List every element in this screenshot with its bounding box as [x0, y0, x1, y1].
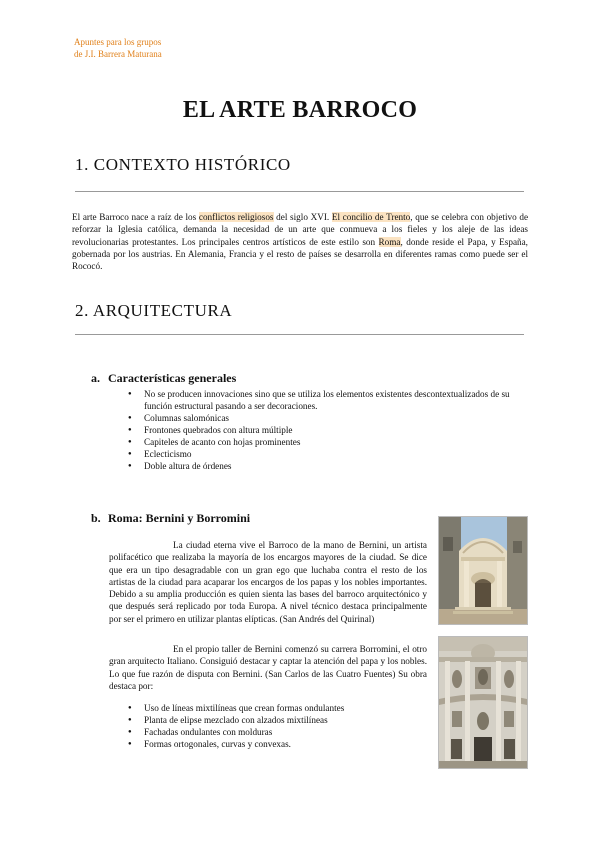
highlight-conflictos: conflictos religiosos: [198, 212, 274, 222]
text-run: , donde reside el Papa, y España, gobernada por los austrias. En Alemania, Francia y el resto de países se desarrolla en diferentes ramas como puede ser el Rococó.: [72, 236, 528, 272]
list-item: ● Planta de elipse mezclado con alzados mixtilíneas: [128, 714, 428, 726]
list-item: ● Columnas salomónicas: [128, 412, 526, 424]
subsection-heading-caracteristicas: [91, 371, 236, 386]
subsection-title: Características generales: [108, 371, 237, 385]
text-run: El arte Barroco nace a raíz de los: [72, 212, 199, 222]
list-item: ● No se producen innovaciones sino que se utiliza los elementos existentes descontextualizados de su función estructural pasando a ser decoraciones.: [128, 388, 526, 412]
borromini-paragraph: En el propio taller de Bernini comenzó su carrera Borromini, el otro gran arquitecto Italiano. Consiguió destacar y captar la atención del papa y los nobles. Lo que fue razón de disputa con Bernini. (San Carlos de las Cuatro Fuentes) Su obra destaca por:: [109, 644, 427, 691]
list-item: ● Doble altura de órdenes: [128, 460, 526, 472]
church-facade-image: [439, 517, 527, 624]
text-run: , que se celebra con objetivo de reforzar la Iglesia católica, demanda la necesidad de un arte que conmueva a los fieles y los aleje de las ideas revolucionarias protestantes. Los principales centros artísticos de este estilo son: [72, 212, 529, 247]
text-run: del siglo XVI.: [273, 212, 332, 222]
header-note-line2: de J.I. Barrera Maturana: [74, 49, 162, 59]
list-item: ● Capiteles de acanto con hojas prominentes: [128, 436, 526, 448]
bernini-paragraph: La ciudad eterna vive el Barroco de la mano de Bernini, un artista polifacético que realizaba la mayoría de los encargos mayores de la ciudad. Se dice que era un tipo desagradable con un gran ego que luchaba contra el resto de los artistas de la ciudad para acaparar los encargos de los papas y los nobles importantes. Debido a su amplia producción es quien sienta las bases del barroco arquitectónico y que después será replicado por toda Europa. A nivel técnico destaca principalmente por ser el primero en utilizar plantas elípticas. (San Andrés del Quirinal): [109, 540, 427, 624]
subsection-title: Roma: Bernini y Borromini: [108, 511, 251, 525]
san-andres-quirinal-photo: [438, 516, 528, 625]
header-note: [74, 36, 162, 60]
caracteristicas-list: [128, 388, 526, 472]
san-carlos-cuatro-fuentes-photo: [438, 636, 528, 769]
subsection-letter: b.: [91, 511, 101, 525]
borromini-list: [128, 702, 428, 750]
section-divider: [75, 191, 524, 192]
document-title: EL ARTE BARROCO: [182, 97, 418, 123]
list-item: ● Eclecticismo: [128, 448, 526, 460]
list-item: ● Fachadas ondulantes con molduras: [128, 726, 428, 738]
subsection-letter: a.: [91, 371, 100, 385]
list-item: ● Formas ortogonales, curvas y convexas.: [128, 738, 428, 750]
section-divider: [75, 334, 524, 335]
section-heading-arquitectura: 2. ARQUITECTURA: [75, 301, 233, 320]
contexto-paragraph: [72, 211, 528, 272]
highlight-roma: Roma: [378, 236, 401, 247]
subsection-heading-roma: [91, 511, 250, 526]
header-note-line1: Apuntes para los grupos: [74, 37, 162, 47]
list-item: ● Uso de líneas mixtilíneas que crean formas ondulantes: [128, 702, 428, 714]
church-facade-image: [439, 637, 527, 768]
highlight-concilio: El concilio de Trento: [331, 212, 411, 222]
section-heading-contexto: 1. CONTEXTO HISTÓRICO: [75, 155, 291, 174]
list-item: ● Frontones quebrados con altura múltiple: [128, 424, 526, 436]
